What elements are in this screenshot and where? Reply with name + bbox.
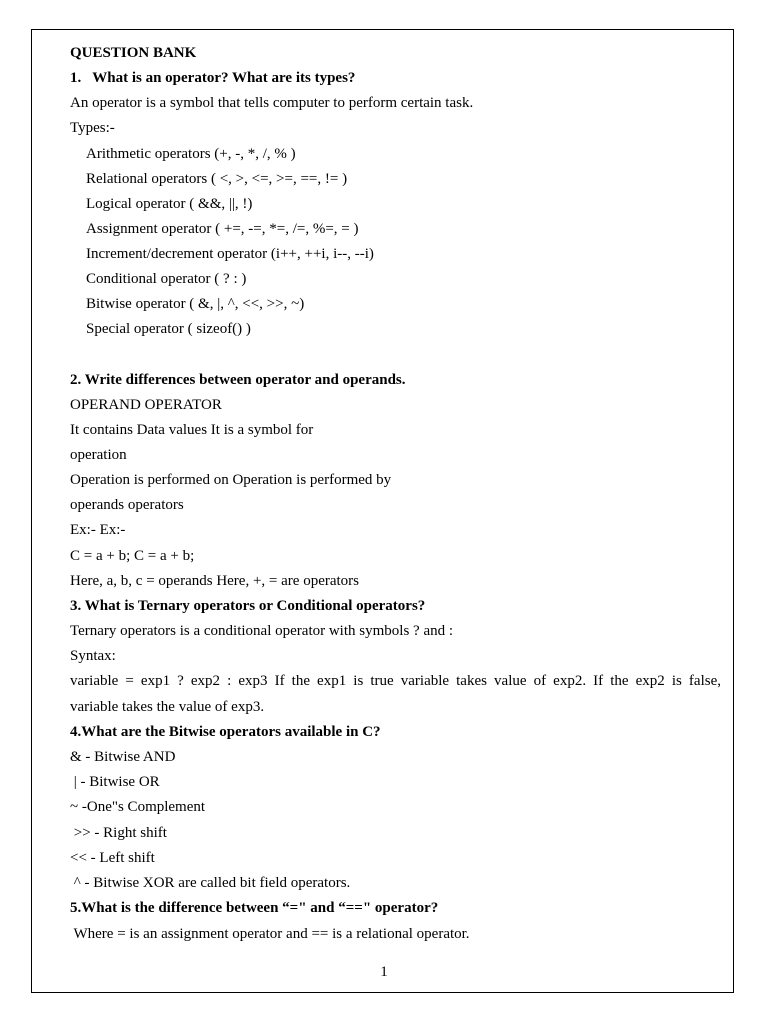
syntax-line: variable = exp1 ? exp2 : exp3 If the exp1 is true variable takes value of exp2. If the exp2 is false,	[70, 673, 721, 689]
bitwise-item: & - Bitwise AND	[70, 749, 176, 765]
bitwise-item: ^ - Bitwise XOR are called bit field operators.	[70, 875, 351, 891]
type-item: Arithmetic operators (+, -, *, /, % )	[86, 146, 296, 162]
type-item: Relational operators ( <, >, <=, >=, ==, != )	[86, 171, 348, 187]
syntax-line-continued: variable takes the value of exp3.	[70, 699, 265, 715]
bitwise-item: ~ -One"s Complement	[70, 799, 206, 815]
question-2-line: C = a + b; C = a + b;	[70, 548, 195, 564]
type-item: Special operator ( sizeof() )	[86, 321, 251, 337]
bitwise-item: << - Left shift	[70, 850, 155, 866]
question-5-answer: Where = is an assignment operator and == is a relational operator.	[70, 926, 470, 942]
question-2-line: operands operators	[70, 497, 184, 513]
document-title: QUESTION BANK	[70, 45, 197, 61]
question-2-line: Ex:- Ex:-	[70, 522, 126, 538]
question-2-line: operation	[70, 447, 127, 463]
bitwise-item: >> - Right shift	[70, 825, 167, 841]
question-1-heading: 1. What is an operator? What are its types?	[70, 70, 356, 86]
question-3-heading: 3. What is Ternary operators or Conditional operators?	[70, 598, 426, 614]
type-item: Increment/decrement operator (i++, ++i, i--, --i)	[86, 246, 374, 262]
bitwise-item: | - Bitwise OR	[70, 774, 160, 790]
question-3-answer: Ternary operators is a conditional operator with symbols ? and :	[70, 623, 454, 639]
question-2-heading: 2. Write differences between operator and operands.	[70, 372, 406, 388]
question-1-answer: An operator is a symbol that tells computer to perform certain task.	[70, 95, 474, 111]
type-item: Assignment operator ( +=, -=, *=, /=, %=, = )	[86, 221, 359, 237]
question-2-line: Here, a, b, c = operands Here, +, = are operators	[70, 573, 359, 589]
question-5-heading: 5.What is the difference between “=" and “==" operator?	[70, 900, 439, 916]
page-number: 1	[380, 964, 388, 980]
types-label: Types:-	[70, 120, 115, 136]
question-2-line: Operation is performed on Operation is performed by	[70, 472, 392, 488]
syntax-label: Syntax:	[70, 648, 116, 664]
type-item: Bitwise operator ( &, |, ^, <<, >>, ~)	[86, 296, 305, 312]
question-2-line: OPERAND OPERATOR	[70, 397, 222, 413]
type-item: Logical operator ( &&, ||, !)	[86, 196, 253, 212]
question-4-heading: 4.What are the Bitwise operators available in C?	[70, 724, 381, 740]
type-item: Conditional operator ( ? : )	[86, 271, 247, 287]
question-2-line: It contains Data values It is a symbol for	[70, 422, 314, 438]
